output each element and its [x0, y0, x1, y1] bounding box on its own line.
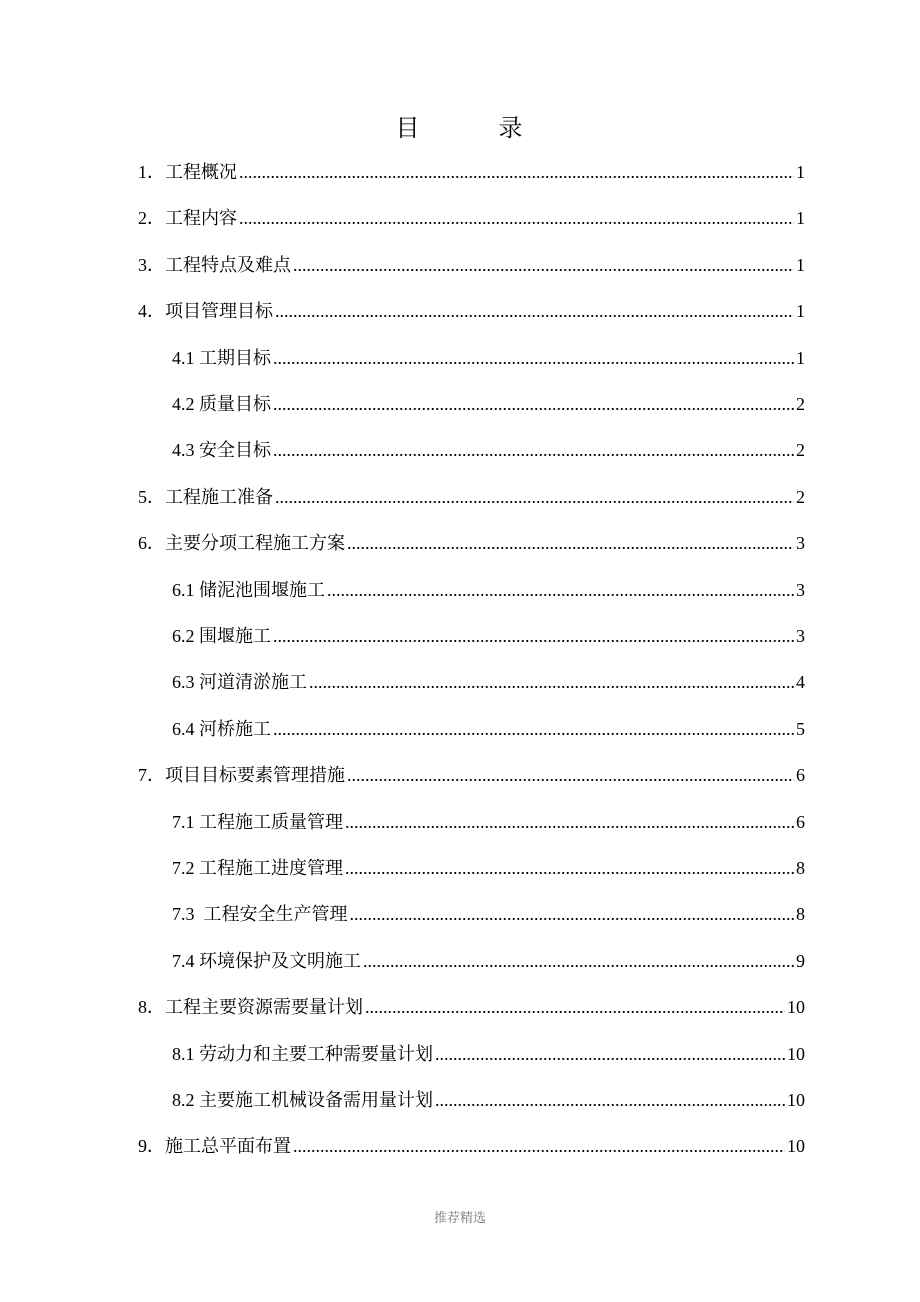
toc-entry-page-number: 4 [796, 672, 805, 693]
toc-entry-page-number: 10 [787, 997, 805, 1018]
toc-entry-title: 项目目标要素管理措施 [165, 765, 345, 787]
toc-entry-page-number: 2 [796, 394, 805, 414]
toc-entry-number: 7.4 [172, 950, 199, 971]
toc-entry-number: 6.4 [172, 718, 199, 739]
toc-entry[interactable] [172, 714, 805, 744]
toc-entry-number: 8． [138, 997, 165, 1018]
toc-entry[interactable] [172, 946, 805, 976]
toc-entry-title: 工程施工质量管理 [199, 811, 343, 833]
toc-dot-leader [273, 621, 794, 651]
toc-entry-title: 主要分项工程施工方案 [165, 533, 345, 555]
toc-entry[interactable] [138, 203, 805, 233]
toc-entry[interactable] [172, 853, 805, 883]
toc-entry-number: 8.1 [172, 1043, 199, 1064]
toc-entry[interactable] [172, 621, 805, 651]
toc-entry-title: 围堰施工 [199, 626, 271, 647]
toc-entry-title: 安全目标 [199, 440, 271, 462]
toc-dot-leader [327, 575, 794, 605]
toc-entry-title: 工程主要资源需要量计划 [165, 997, 363, 1019]
toc-entry-title: 施工总平面布置 [165, 1136, 291, 1158]
toc-dot-leader [239, 157, 794, 187]
toc-entry-page-number: 10 [787, 1043, 805, 1064]
toc-entry-number: 7.1 [172, 811, 199, 832]
toc-entry-title: 工程施工进度管理 [199, 858, 343, 879]
toc-dot-leader [273, 435, 794, 465]
toc-entry-page-number: 6 [796, 765, 805, 786]
toc-dot-leader [309, 667, 794, 697]
toc-entry[interactable] [172, 575, 805, 605]
toc-entry-number: 7． [138, 765, 165, 786]
toc-entry-page-number: 1 [796, 301, 805, 322]
toc-entry-title: 质量目标 [199, 394, 271, 415]
toc-entry[interactable] [138, 296, 805, 326]
toc-dot-leader [293, 1131, 785, 1161]
toc-entry[interactable] [172, 899, 805, 929]
toc-entry-page-number: 5 [796, 718, 805, 739]
toc-dot-leader [363, 946, 794, 976]
toc-entry-page-number: 3 [796, 626, 805, 646]
toc-dot-leader [345, 853, 794, 883]
toc-entry-page-number: 2 [796, 440, 805, 461]
toc-dot-leader [275, 296, 794, 326]
toc-entry-number: 4.2 [172, 394, 199, 414]
toc-dot-leader [273, 714, 794, 744]
toc-entry[interactable] [172, 389, 805, 419]
toc-entry-page-number: 2 [796, 486, 805, 507]
toc-dot-leader [273, 343, 794, 373]
toc-dot-leader [365, 992, 785, 1022]
toc-entry-title: 河道清淤施工 [199, 672, 307, 694]
toc-entry-number: 9． [138, 1136, 165, 1157]
toc-entry-title: 环境保护及文明施工 [199, 950, 361, 972]
toc-entry-page-number: 1 [796, 254, 805, 275]
toc-entry[interactable] [172, 435, 805, 465]
toc-entry[interactable] [138, 250, 805, 280]
toc-entry-number: 7.3 [172, 904, 204, 925]
toc-entry-title: 工程特点及难点 [165, 254, 291, 276]
toc-entry-number: 2． [138, 208, 165, 229]
toc-entry-title: 工程概况 [165, 162, 237, 183]
toc-entry[interactable] [172, 1085, 805, 1115]
toc-entry-page-number: 1 [796, 208, 805, 229]
toc-entry-title: 工期目标 [199, 347, 271, 369]
toc-entry-number: 7.2 [172, 858, 199, 878]
toc-entry-title: 劳动力和主要工种需要量计划 [199, 1043, 433, 1065]
toc-dot-leader [273, 389, 794, 419]
toc-dot-leader [347, 528, 794, 558]
toc-entry-title: 河桥施工 [199, 718, 271, 740]
toc-entry-number: 4.1 [172, 347, 199, 368]
toc-entry-page-number: 3 [796, 533, 805, 554]
toc-entry-page-number: 8 [796, 858, 805, 878]
page-title: 目 录 [395, 114, 525, 142]
toc-entry-title: 主要施工机械设备需用量计划 [199, 1090, 433, 1111]
toc-entry-page-number: 8 [796, 904, 805, 925]
toc-dot-leader [345, 807, 794, 837]
toc-entry-title: 工程施工准备 [165, 486, 273, 508]
toc-entry-title: 储泥池围堰施工 [199, 579, 325, 601]
toc-entry[interactable] [172, 807, 805, 837]
toc-entry-number: 3． [138, 254, 165, 275]
toc-dot-leader [293, 250, 794, 280]
toc-entry-number: 1． [138, 162, 165, 182]
toc-dot-leader [275, 482, 794, 512]
toc-entry[interactable] [138, 157, 805, 187]
toc-entry-page-number: 10 [787, 1136, 805, 1157]
toc-entry-page-number: 1 [796, 162, 805, 182]
toc-entry-page-number: 9 [796, 950, 805, 971]
toc-entry[interactable] [172, 343, 805, 373]
toc-entry-number: 6.3 [172, 672, 199, 693]
toc-entry-number: 4.3 [172, 440, 199, 461]
toc-entry-title: 项目管理目标 [165, 301, 273, 323]
toc-dot-leader [239, 203, 794, 233]
toc-entry[interactable] [172, 667, 805, 697]
toc-dot-leader [435, 1039, 785, 1069]
toc-dot-leader [347, 760, 794, 790]
page-footer: 推荐精选 [433, 1211, 486, 1226]
toc-entry[interactable] [138, 1131, 805, 1161]
toc-entry-page-number: 3 [796, 579, 805, 600]
toc-entry-page-number: 1 [796, 347, 805, 368]
toc-entry-number: 6． [138, 533, 165, 554]
toc-entry-number: 6.1 [172, 579, 199, 600]
toc-entry-page-number: 6 [796, 811, 805, 832]
toc-entry[interactable] [138, 482, 805, 512]
toc-entry-number: 8.2 [172, 1090, 199, 1110]
toc-entry-number: 5． [138, 486, 165, 507]
toc-dot-leader [350, 899, 795, 929]
toc-entry-page-number: 10 [787, 1090, 805, 1110]
toc-entry-title: 工程内容 [165, 208, 237, 230]
toc-entry-number: 4． [138, 301, 165, 322]
toc-entry-number: 6.2 [172, 626, 199, 646]
toc-entry[interactable] [138, 528, 805, 558]
toc-entry[interactable] [172, 1039, 805, 1069]
toc-entry[interactable] [138, 992, 805, 1022]
toc-entry[interactable] [138, 760, 805, 790]
toc-entry-title: 工程安全生产管理 [203, 904, 348, 926]
toc-dot-leader [435, 1085, 785, 1115]
